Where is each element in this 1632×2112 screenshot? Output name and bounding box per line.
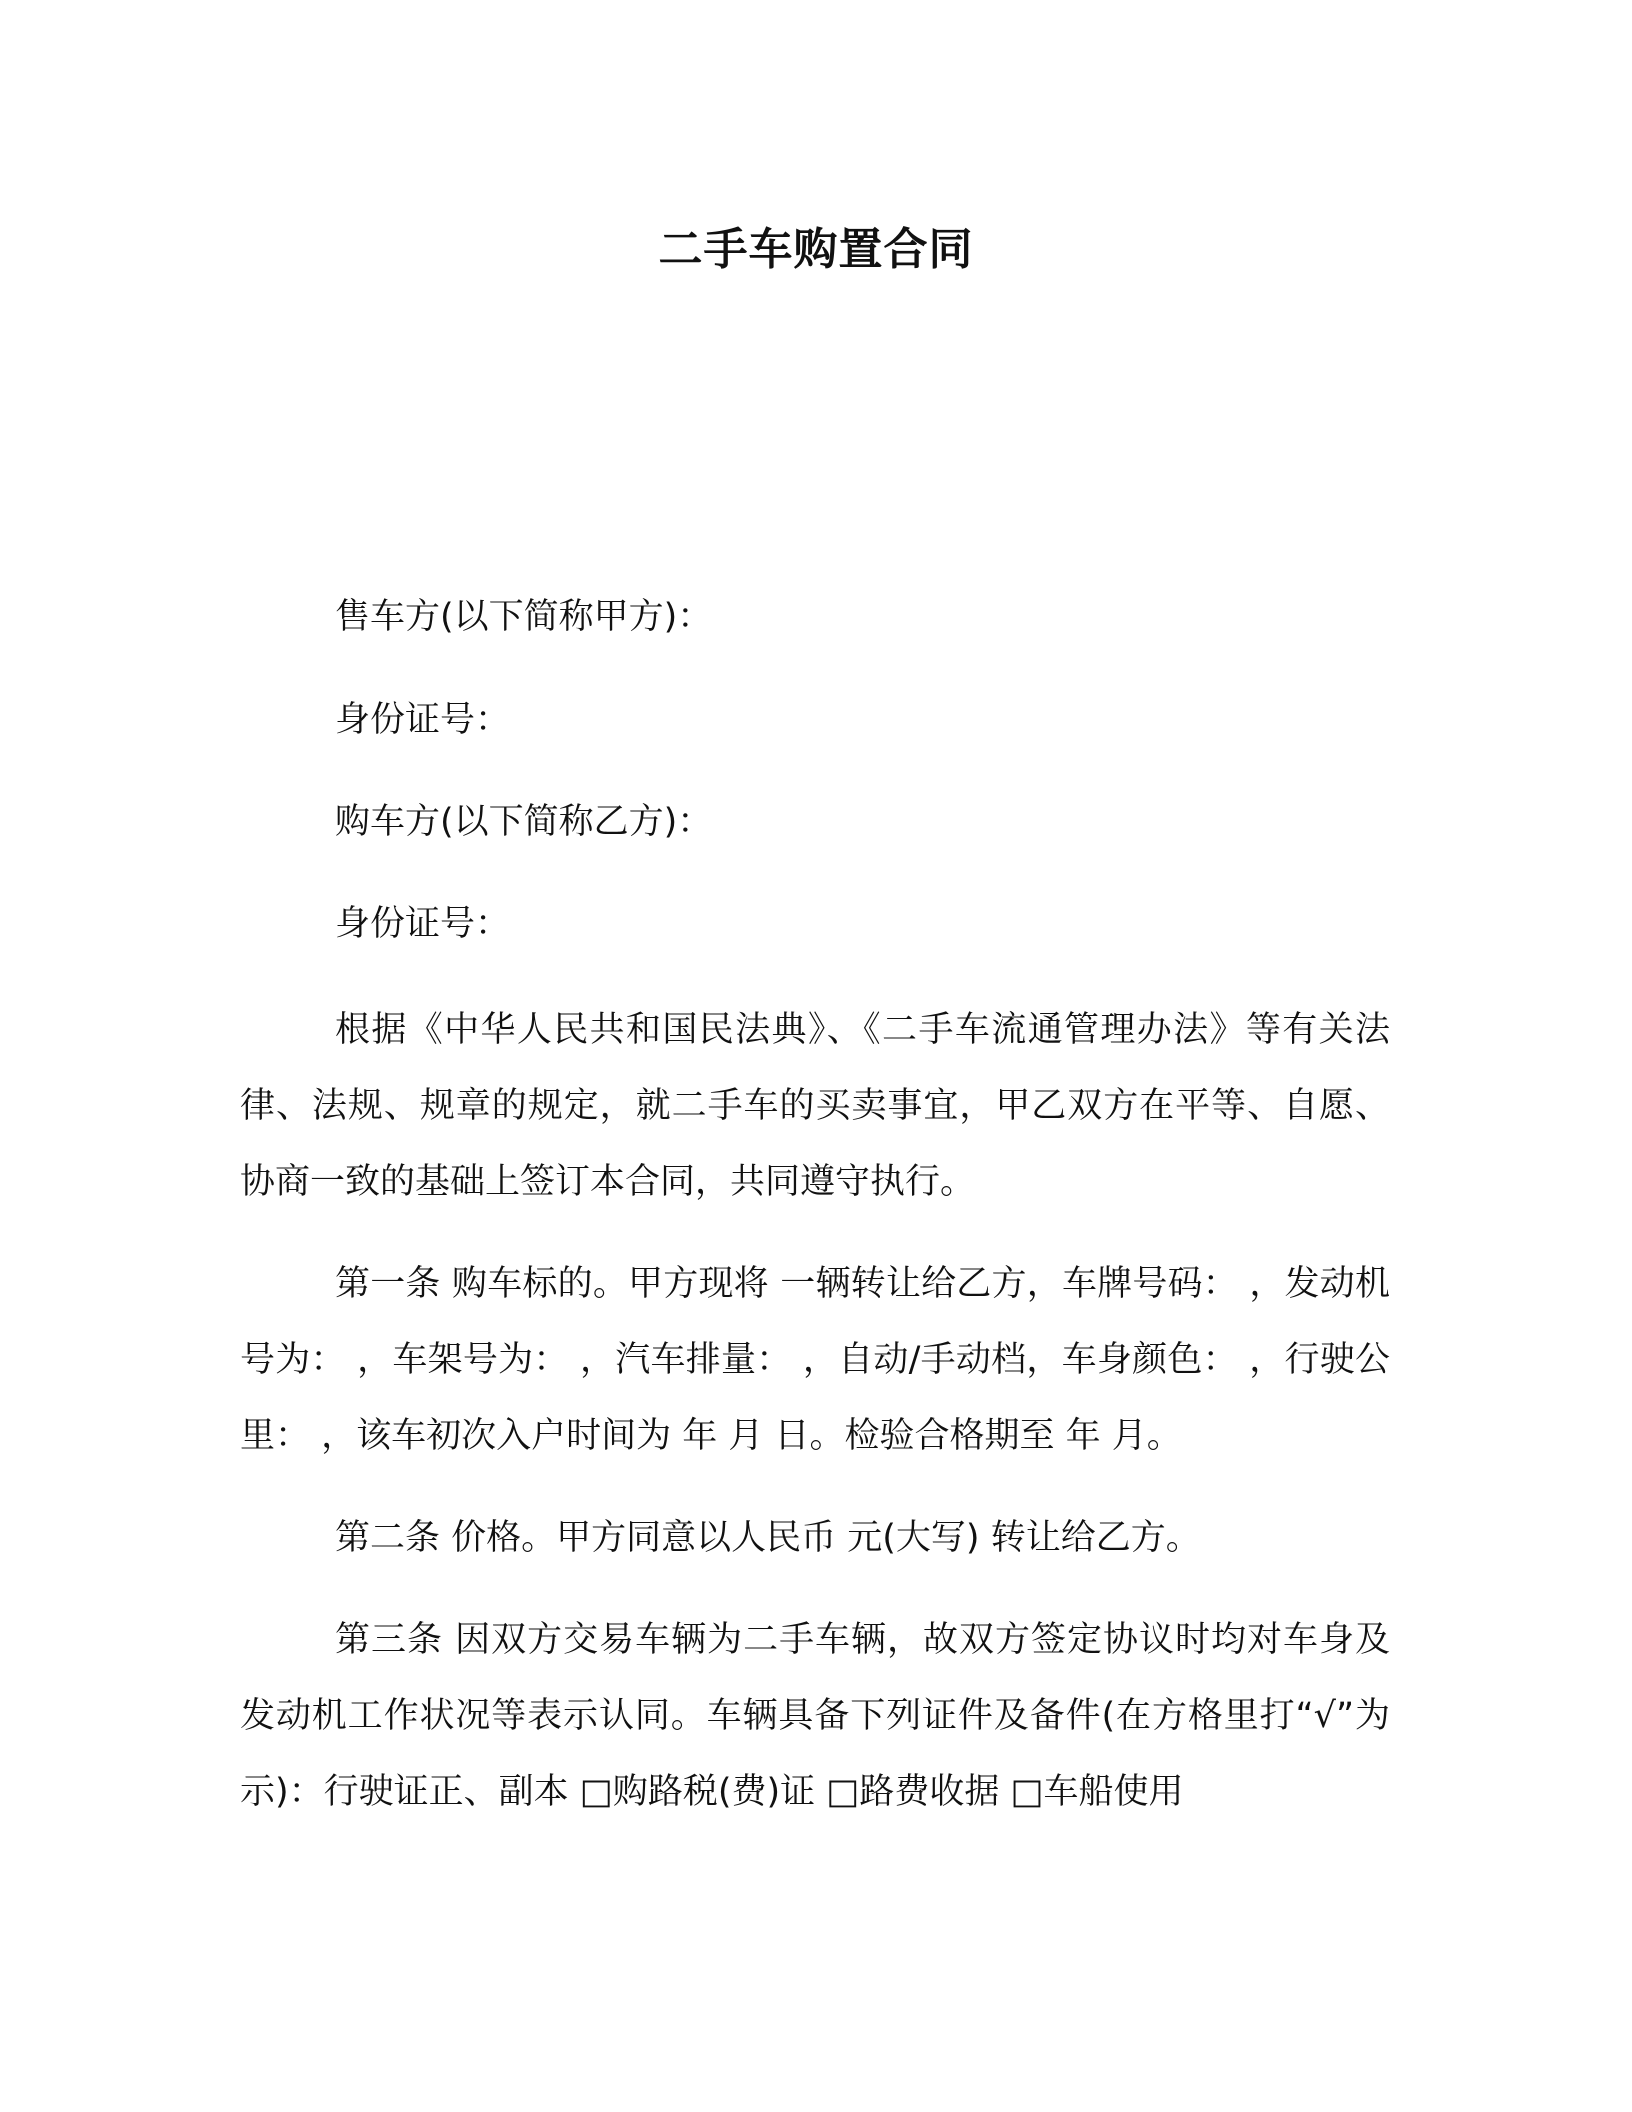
seller-id-field: 身份证号： bbox=[335, 700, 511, 740]
buyer-id-field: 身份证号： bbox=[335, 904, 511, 944]
preamble-paragraph: 根据《中华人民共和国民法典》、《二手车流通管理办法》等有关法律、法规、规章的规定，就二手车的买卖事宜，甲乙双方在平等、自愿、协商一致的基础上签订本合同，共同遵守执行。 bbox=[240, 1010, 1390, 1202]
article-2-paragraph: 第二条 价格。甲方同意以人民币 元(大写) 转让给乙方。 bbox=[335, 1518, 1201, 1558]
article-1-paragraph: 第一条 购车标的。甲方现将 一辆转让给乙方，车牌号码： ，发动机号为： ，车架号为： ，汽车排量： ，自动/手动档，车身颜色： ，行驶公里： ，该车初次入户时间为 年 月 日。检验合格期至 年 月。 bbox=[240, 1264, 1390, 1456]
document-title: 二手车购置合同 bbox=[658, 224, 974, 275]
buyer-field: 购车方(以下简称乙方)： bbox=[335, 802, 713, 842]
seller-field: 售车方(以下简称甲方)： bbox=[335, 597, 713, 637]
article-3-paragraph: 第三条 因双方交易车辆为二手车辆，故双方签定协议时均对车身及发动机工作状况等表示认同。车辆具备下列证件及备件(在方格里打“√”为示)：行驶证正、副本 □购路税(费)证 □路费收据 □车船使用 bbox=[240, 1620, 1390, 1812]
contract-body bbox=[240, 992, 1390, 1830]
